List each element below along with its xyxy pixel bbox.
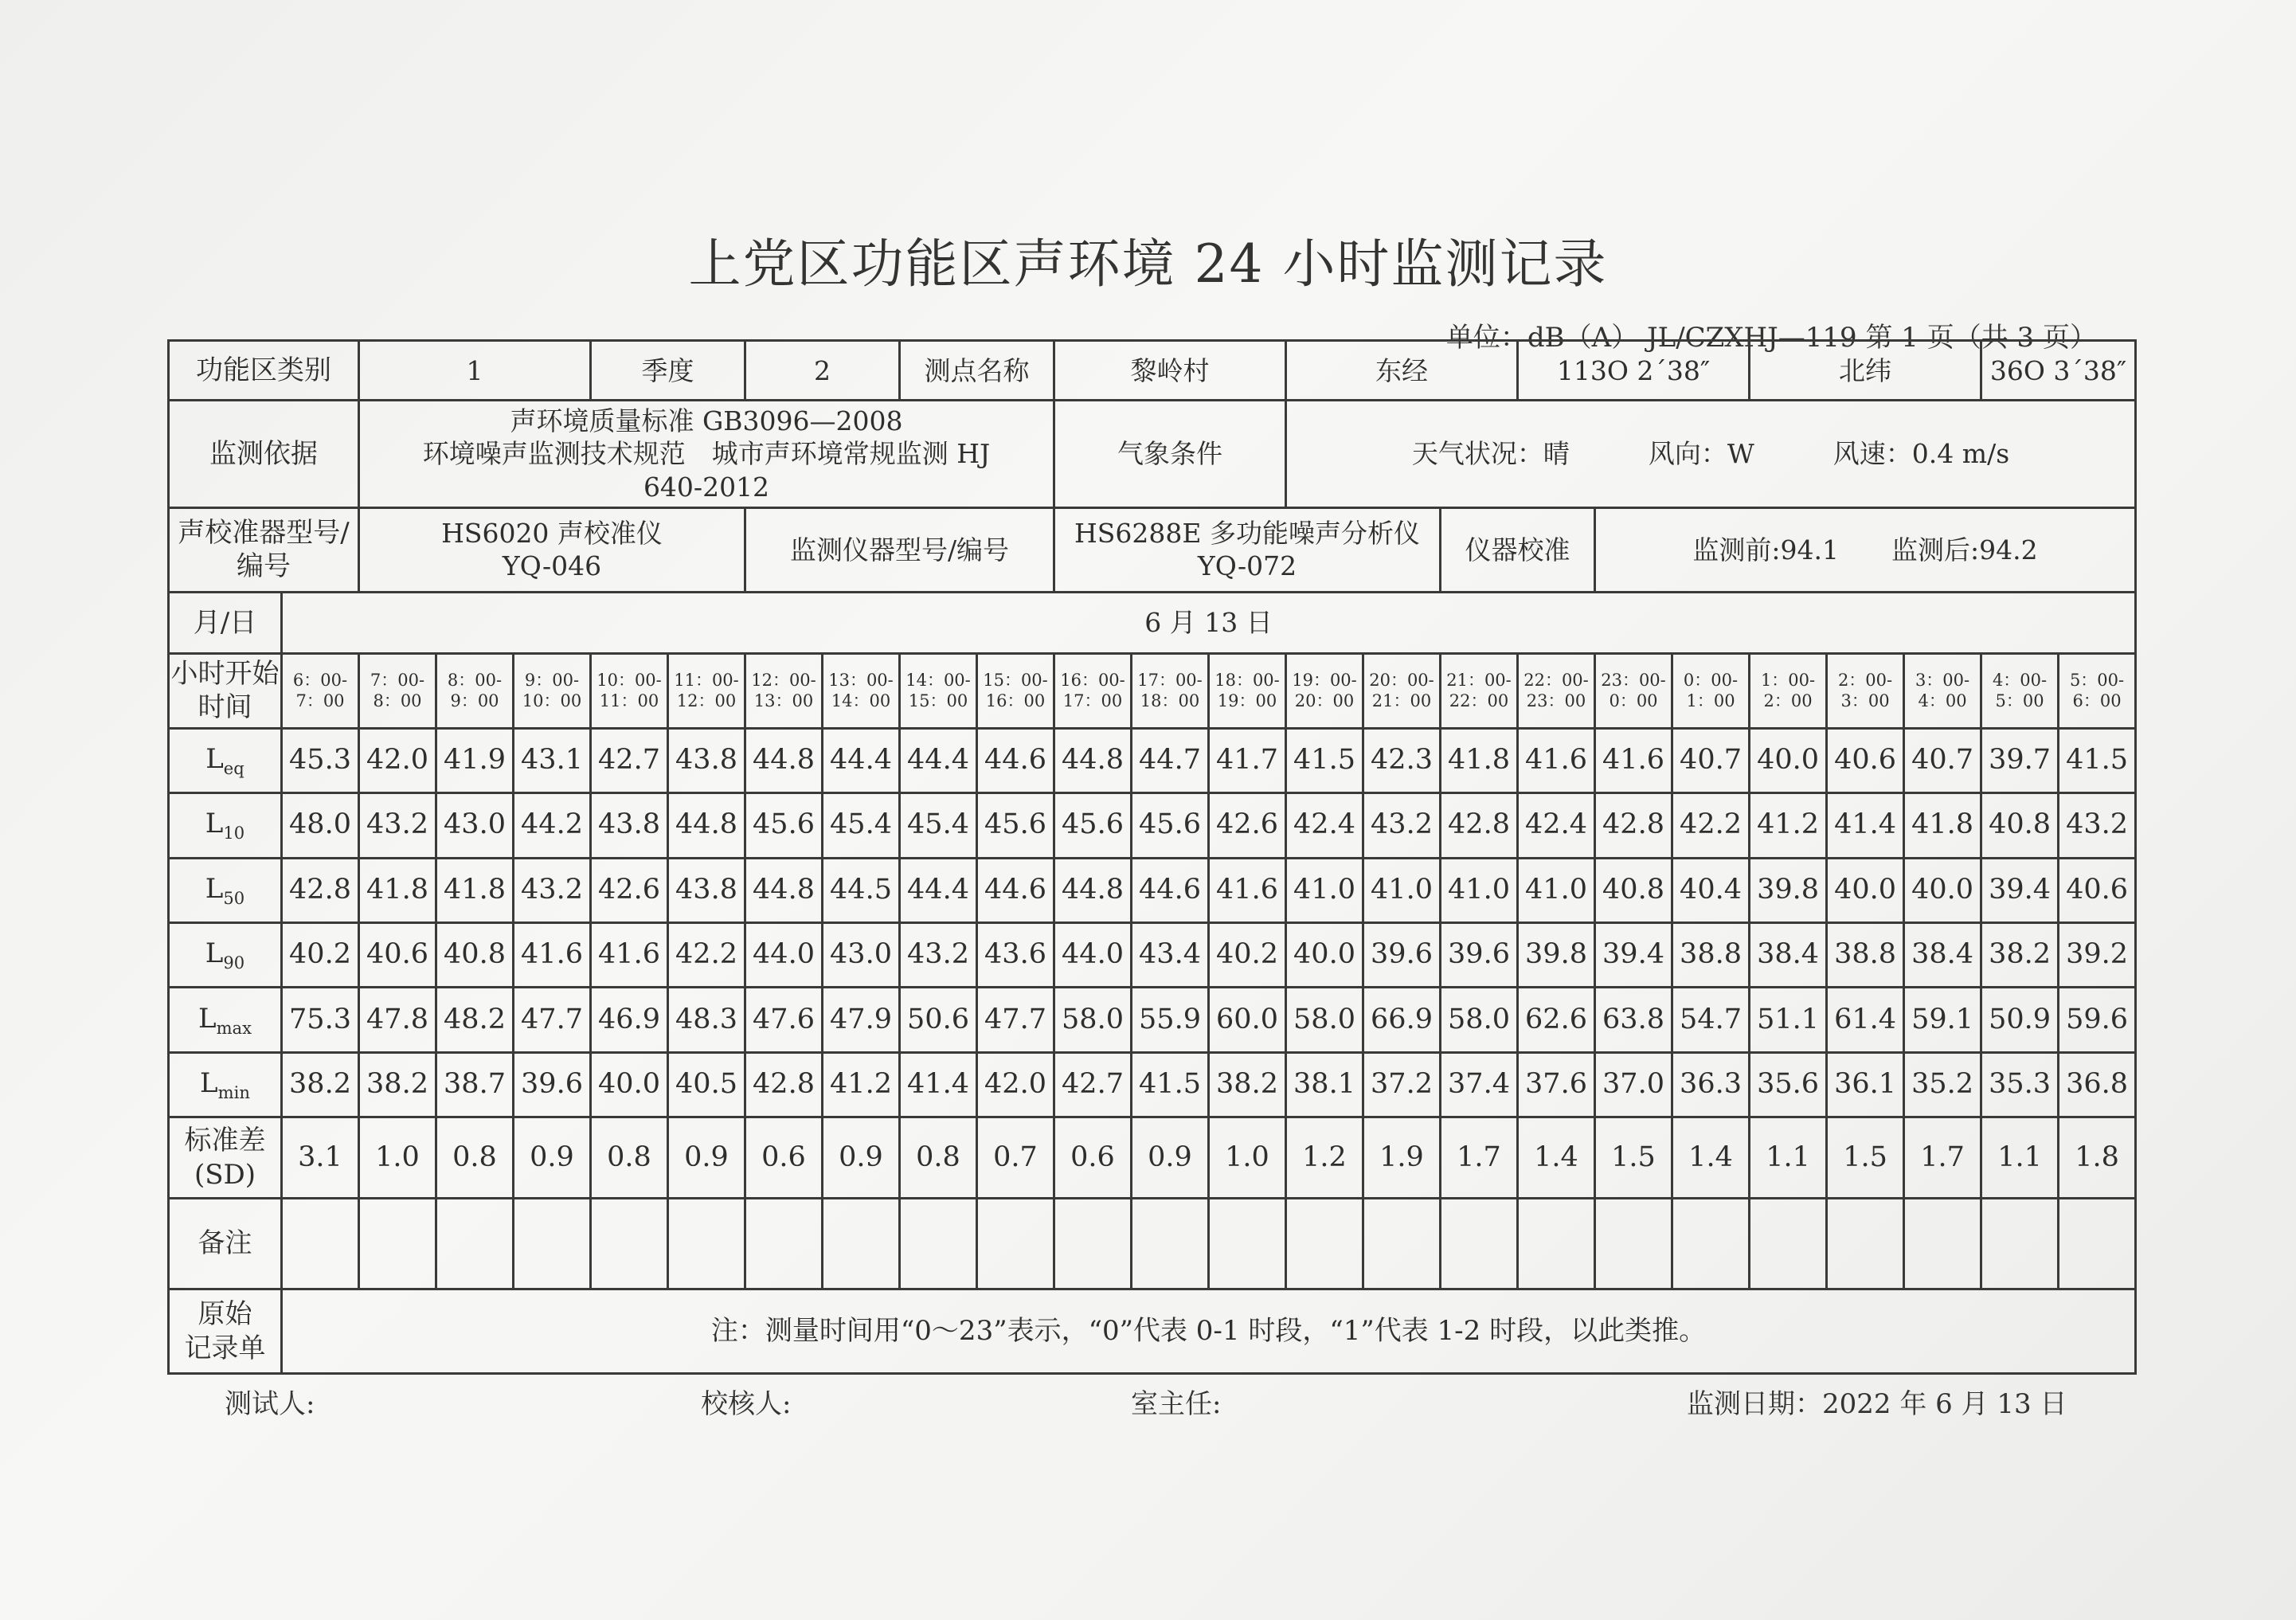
- measurement-value: 44.0: [1054, 922, 1132, 987]
- measurement-value: 43.6: [977, 922, 1054, 987]
- measurement-value: 39.6: [1363, 922, 1441, 987]
- longitude-value: 113O 2´38″: [1518, 341, 1750, 401]
- measurement-value: 38.4: [1750, 922, 1827, 987]
- measurement-value: 40.8: [1981, 793, 2059, 858]
- measurement-value: 44.6: [977, 728, 1054, 792]
- sd-value: 0.9: [668, 1117, 745, 1199]
- original-record-row: [169, 1289, 2136, 1374]
- measurement-value: 41.5: [1286, 728, 1363, 792]
- remarks-cell: [282, 1199, 359, 1289]
- measurement-value: 38.8: [1672, 922, 1750, 987]
- info-row-1: [169, 341, 2136, 401]
- basis-value: [359, 401, 1054, 507]
- measurement-value: 44.6: [1132, 858, 1209, 922]
- measurement-value: 36.8: [2059, 1052, 2136, 1117]
- measurement-value: 43.8: [668, 728, 745, 792]
- measurement-value: 41.6: [514, 922, 591, 987]
- measurement-value: 42.3: [1363, 728, 1441, 792]
- basis-line-1: 声环境质量标准 GB3096—2008: [510, 405, 903, 437]
- site-name-value: 黎岭村: [1054, 341, 1286, 401]
- measurement-value: 75.3: [282, 988, 359, 1052]
- sd-value: 1.5: [1827, 1117, 1904, 1199]
- latitude-label: 北纬: [1750, 341, 1981, 401]
- unit-and-page-line: 单位：dB（A） JL/CZXHJ—119 第 1 页（共 3 页）: [1445, 322, 2097, 354]
- measurement-value: 39.7: [1981, 728, 2059, 792]
- measurement-note: 注：测量时间用“0～23”表示，“0”代表 0-1 时段，“1”代表 1-2 时段，以此类推。: [282, 1289, 2136, 1374]
- tester-field: 测试人:: [225, 1388, 315, 1420]
- season-label: 季度: [591, 341, 745, 401]
- measurement-value: 47.7: [977, 988, 1054, 1052]
- measurement-value: 35.6: [1750, 1052, 1827, 1117]
- remarks-label: 备注: [169, 1199, 282, 1289]
- measurement-value: 39.6: [1441, 922, 1518, 987]
- measurement-rows: [169, 728, 2136, 1117]
- basis-line-3: 640-2012: [643, 471, 770, 503]
- measurement-value: 36.3: [1672, 1052, 1750, 1117]
- remarks-cell: [1595, 1199, 1672, 1289]
- remarks-cell: [1827, 1199, 1904, 1289]
- measurement-value: 40.7: [1904, 728, 1981, 792]
- remarks-cell: [1981, 1199, 2059, 1289]
- remarks-cell: [1441, 1199, 1518, 1289]
- measurement-value: 41.0: [1441, 858, 1518, 922]
- calibrator-id: YQ-046: [502, 550, 602, 582]
- measurement-value: 41.6: [1595, 728, 1672, 792]
- sd-value: 0.9: [514, 1117, 591, 1199]
- measurement-value: 47.8: [359, 988, 436, 1052]
- measurement-value: 44.8: [668, 793, 745, 858]
- hour-header: 13：00-14：00: [823, 653, 900, 728]
- measurement-value: 41.8: [436, 858, 514, 922]
- hour-header: 23：00-0：00: [1595, 653, 1672, 728]
- measurement-value: 50.6: [900, 988, 977, 1052]
- hour-header: 0：00-1：00: [1672, 653, 1750, 728]
- measurement-value: 42.8: [1441, 793, 1518, 858]
- calibrator-value: [359, 507, 745, 592]
- measurement-value: 42.8: [282, 858, 359, 922]
- measurement-label: [169, 988, 282, 1052]
- measurement-value: 41.5: [1132, 1052, 1209, 1117]
- measurement-value: 43.8: [668, 858, 745, 922]
- measurement-value: 42.2: [668, 922, 745, 987]
- measurement-label: [169, 858, 282, 922]
- measurement-row: [169, 793, 2136, 858]
- weather-value: 天气状况：晴 风向：W 风速：0.4 m/s: [1286, 401, 2136, 507]
- measurement-value: 59.6: [2059, 988, 2136, 1052]
- measurement-value: 39.8: [1750, 858, 1827, 922]
- measurement-symbol: L: [198, 1002, 217, 1035]
- zone-type-label: 功能区类别: [169, 341, 359, 401]
- hour-header: 7：00-8：00: [359, 653, 436, 728]
- measurement-value: 40.6: [1827, 728, 1904, 792]
- remarks-cell: [823, 1199, 900, 1289]
- measurement-value: 46.9: [591, 988, 668, 1052]
- remarks-cell: [1363, 1199, 1441, 1289]
- remarks-cell: [591, 1199, 668, 1289]
- sd-value: 0.8: [591, 1117, 668, 1199]
- measurement-value: 44.5: [823, 858, 900, 922]
- measurement-value: 47.6: [745, 988, 823, 1052]
- measurement-value: 40.0: [591, 1052, 668, 1117]
- date-row: [169, 592, 2136, 653]
- sd-label-line-2: (SD): [194, 1158, 256, 1191]
- measurement-value: 58.0: [1054, 988, 1132, 1052]
- measurement-value: 40.6: [359, 922, 436, 987]
- measurement-value: 38.4: [1904, 922, 1981, 987]
- measurement-value: 41.0: [1363, 858, 1441, 922]
- measurement-value: 41.8: [359, 858, 436, 922]
- measurement-value: 55.9: [1132, 988, 1209, 1052]
- measurement-value: 40.6: [2059, 858, 2136, 922]
- measurement-row: [169, 1052, 2136, 1117]
- hour-header: 16：00-17：00: [1054, 653, 1132, 728]
- measurement-value: 54.7: [1672, 988, 1750, 1052]
- sd-value: 1.7: [1441, 1117, 1518, 1199]
- measurement-value: 38.2: [1209, 1052, 1286, 1117]
- date-label: 月/日: [169, 592, 282, 653]
- basis-line-2: 环境噪声监测技术规范 城市声环境常规监测 HJ: [422, 438, 991, 470]
- measurement-row: [169, 988, 2136, 1052]
- remarks-cell: [1750, 1199, 1827, 1289]
- remarks-cell: [514, 1199, 591, 1289]
- original-label-line-2: 记录单: [184, 1332, 266, 1364]
- calibration-label: 仪器校准: [1441, 507, 1595, 592]
- measurement-symbol: L: [200, 1066, 218, 1099]
- hour-header: 8：00-9：00: [436, 653, 514, 728]
- measurement-value: 40.7: [1672, 728, 1750, 792]
- measurement-value: 39.8: [1518, 922, 1595, 987]
- measurement-value: 43.2: [514, 858, 591, 922]
- measurement-value: 44.8: [745, 728, 823, 792]
- measurement-value: 48.3: [668, 988, 745, 1052]
- instrument-id: YQ-072: [1197, 550, 1297, 582]
- measurement-value: 44.8: [1054, 728, 1132, 792]
- measurement-value: 41.7: [1209, 728, 1286, 792]
- measurement-value: 38.7: [436, 1052, 514, 1117]
- measurement-value: 58.0: [1441, 988, 1518, 1052]
- measurement-value: 48.2: [436, 988, 514, 1052]
- latitude-value: 36O 3´38″: [1981, 341, 2136, 401]
- measurement-value: 40.8: [436, 922, 514, 987]
- measurement-value: 42.6: [1209, 793, 1286, 858]
- measurement-subscript: eq: [223, 757, 244, 778]
- hours-label: 小时开始时间: [169, 653, 282, 728]
- measurement-subscript: max: [216, 1017, 252, 1038]
- sd-value: 1.2: [1286, 1117, 1363, 1199]
- measurement-value: 37.2: [1363, 1052, 1441, 1117]
- sd-value: 1.0: [359, 1117, 436, 1199]
- measurement-label: [169, 1052, 282, 1117]
- measurement-value: 44.0: [745, 922, 823, 987]
- instrument-label: 监测仪器型号/编号: [745, 507, 1054, 592]
- original-record-label: [169, 1289, 282, 1374]
- measurement-label: [169, 728, 282, 792]
- measurement-value: 38.2: [282, 1052, 359, 1117]
- measurement-value: 44.8: [1054, 858, 1132, 922]
- hour-header: 19：00-20：00: [1286, 653, 1363, 728]
- sd-value: 0.6: [1054, 1117, 1132, 1199]
- calibrator-label: 声校准器型号/编号: [169, 507, 359, 592]
- measurement-value: 43.2: [1363, 793, 1441, 858]
- measurement-value: 42.2: [1672, 793, 1750, 858]
- calibrator-model: HS6020 声校准仪: [441, 517, 663, 549]
- sd-value: 0.9: [823, 1117, 900, 1199]
- measurement-value: 45.6: [1132, 793, 1209, 858]
- measurement-value: 42.4: [1518, 793, 1595, 858]
- measurement-value: 35.3: [1981, 1052, 2059, 1117]
- measurement-value: 47.7: [514, 988, 591, 1052]
- measurement-value: 41.0: [1286, 858, 1363, 922]
- calibration-value: 监测前:94.1 监测后:94.2: [1595, 507, 2136, 592]
- remarks-cell: [1672, 1199, 1750, 1289]
- measurement-value: 48.0: [282, 793, 359, 858]
- hour-row: [169, 653, 2136, 728]
- measurement-value: 41.2: [823, 1052, 900, 1117]
- measurement-value: 37.6: [1518, 1052, 1595, 1117]
- measurement-value: 39.4: [1595, 922, 1672, 987]
- measurement-value: 40.5: [668, 1052, 745, 1117]
- measurement-subscript: min: [217, 1082, 250, 1102]
- measurement-value: 50.9: [1981, 988, 2059, 1052]
- sd-value: 1.9: [1363, 1117, 1441, 1199]
- measurement-symbol: L: [205, 808, 224, 840]
- measurement-value: 45.4: [823, 793, 900, 858]
- instrument-model: HS6288E 多功能噪声分析仪: [1074, 517, 1420, 549]
- remarks-cell: [900, 1199, 977, 1289]
- hour-header: 9：00-10：00: [514, 653, 591, 728]
- remarks-row: [169, 1199, 2136, 1289]
- hour-header: 18：00-19：00: [1209, 653, 1286, 728]
- info-row-3: [169, 507, 2136, 592]
- measurement-value: 42.6: [591, 858, 668, 922]
- instrument-value: [1054, 507, 1441, 592]
- original-label-line-1: 原始: [198, 1298, 252, 1331]
- zone-type-value: 1: [359, 341, 591, 401]
- season-value: 2: [745, 341, 900, 401]
- measurement-subscript: 50: [223, 887, 245, 908]
- sd-label: [169, 1117, 282, 1199]
- remarks-cell: [977, 1199, 1054, 1289]
- measurement-value: 37.4: [1441, 1052, 1518, 1117]
- measurement-row: [169, 922, 2136, 987]
- hour-header: 6：00-7：00: [282, 653, 359, 728]
- remarks-cell: [1518, 1199, 1595, 1289]
- measurement-value: 38.2: [1981, 922, 2059, 987]
- measurement-value: 41.8: [1441, 728, 1518, 792]
- hour-header: 20：00-21：00: [1363, 653, 1441, 728]
- measurement-value: 42.7: [1054, 1052, 1132, 1117]
- measurement-value: 43.8: [591, 793, 668, 858]
- sd-value: 1.4: [1672, 1117, 1750, 1199]
- weather-label: 气象条件: [1054, 401, 1286, 507]
- measurement-row: [169, 728, 2136, 792]
- remarks-cell: [359, 1199, 436, 1289]
- measurement-value: 41.8: [1904, 793, 1981, 858]
- measurement-value: 63.8: [1595, 988, 1672, 1052]
- sd-value: 0.8: [900, 1117, 977, 1199]
- measurement-value: 43.0: [436, 793, 514, 858]
- remarks-cell: [745, 1199, 823, 1289]
- measurement-value: 42.8: [1595, 793, 1672, 858]
- measurement-value: 44.7: [1132, 728, 1209, 792]
- measurement-value: 45.6: [977, 793, 1054, 858]
- sd-value: 1.7: [1904, 1117, 1981, 1199]
- sd-value: 0.6: [745, 1117, 823, 1199]
- sd-value: 1.1: [1750, 1117, 1827, 1199]
- info-row-2: [169, 401, 2136, 507]
- measurement-value: 38.8: [1827, 922, 1904, 987]
- director-field: 室主任:: [1131, 1388, 1222, 1420]
- measurement-label: [169, 793, 282, 858]
- measurement-value: 42.7: [591, 728, 668, 792]
- measurement-value: 40.0: [1286, 922, 1363, 987]
- measurement-value: 37.0: [1595, 1052, 1672, 1117]
- measurement-value: 66.9: [1363, 988, 1441, 1052]
- remarks-cell: [2059, 1199, 2136, 1289]
- hour-header: 2：00-3：00: [1827, 653, 1904, 728]
- measurement-value: 51.1: [1750, 988, 1827, 1052]
- measurement-value: 39.2: [2059, 922, 2136, 987]
- measurement-value: 43.2: [2059, 793, 2136, 858]
- sd-value: 1.5: [1595, 1117, 1672, 1199]
- measurement-value: 44.6: [977, 858, 1054, 922]
- measurement-value: 41.5: [2059, 728, 2136, 792]
- sd-row: [169, 1117, 2136, 1199]
- measurement-value: 41.6: [1209, 858, 1286, 922]
- hour-header: 22：00-23：00: [1518, 653, 1595, 728]
- measurement-value: 43.1: [514, 728, 591, 792]
- measurement-label: [169, 922, 282, 987]
- measurement-value: 59.1: [1904, 988, 1981, 1052]
- measurement-value: 44.4: [900, 728, 977, 792]
- hour-header: 5：00-6：00: [2059, 653, 2136, 728]
- measurement-value: 42.8: [745, 1052, 823, 1117]
- measurement-value: 39.4: [1981, 858, 2059, 922]
- measurement-value: 41.4: [1827, 793, 1904, 858]
- hour-header: 10：00-11：00: [591, 653, 668, 728]
- measurement-value: 44.4: [900, 858, 977, 922]
- measurement-value: 60.0: [1209, 988, 1286, 1052]
- remarks-cell: [1904, 1199, 1981, 1289]
- hour-header: 1：00-2：00: [1750, 653, 1827, 728]
- hour-header: 3：00-4：00: [1904, 653, 1981, 728]
- measurement-value: 58.0: [1286, 988, 1363, 1052]
- measurement-value: 40.0: [1904, 858, 1981, 922]
- hour-header: 21：00-22：00: [1441, 653, 1518, 728]
- measurement-value: 43.4: [1132, 922, 1209, 987]
- sd-value: 0.9: [1132, 1117, 1209, 1199]
- remarks-cell: [1286, 1199, 1363, 1289]
- measurement-subscript: 90: [223, 952, 245, 972]
- hour-header: 17：00-18：00: [1132, 653, 1209, 728]
- measurement-value: 45.4: [900, 793, 977, 858]
- measurement-value: 41.6: [1518, 728, 1595, 792]
- measurement-value: 41.2: [1750, 793, 1827, 858]
- hour-header: 14：00-15：00: [900, 653, 977, 728]
- measurement-value: 41.6: [591, 922, 668, 987]
- measurement-value: 61.4: [1827, 988, 1904, 1052]
- longitude-label: 东经: [1286, 341, 1518, 401]
- site-name-label: 测点名称: [900, 341, 1054, 401]
- sd-value: 1.0: [1209, 1117, 1286, 1199]
- measurement-value: 40.4: [1672, 858, 1750, 922]
- measurement-subscript: 10: [223, 823, 245, 843]
- measurement-value: 45.6: [1054, 793, 1132, 858]
- monitoring-record-table: [167, 339, 2137, 1375]
- measurement-value: 38.1: [1286, 1052, 1363, 1117]
- measurement-value: 40.0: [1827, 858, 1904, 922]
- remarks-cell: [1132, 1199, 1209, 1289]
- measurement-value: 62.6: [1518, 988, 1595, 1052]
- remarks-cell: [1209, 1199, 1286, 1289]
- date-value: 6 月 13 日: [282, 592, 2136, 653]
- remarks-cell: [436, 1199, 514, 1289]
- measurement-value: 45.3: [282, 728, 359, 792]
- checker-field: 校核人:: [701, 1388, 792, 1420]
- document-title: 上党区功能区声环境 24 小时监测记录: [688, 233, 1608, 295]
- measurement-value: 35.2: [1904, 1052, 1981, 1117]
- sd-value: 1.4: [1518, 1117, 1595, 1199]
- hour-header: 12：00-13：00: [745, 653, 823, 728]
- sd-value: 0.8: [436, 1117, 514, 1199]
- sd-value: 0.7: [977, 1117, 1054, 1199]
- hour-header: 11：00-12：00: [668, 653, 745, 728]
- measurement-value: 36.1: [1827, 1052, 1904, 1117]
- measurement-symbol: L: [205, 872, 224, 905]
- measurement-value: 40.0: [1750, 728, 1827, 792]
- measurement-value: 44.8: [745, 858, 823, 922]
- measurement-value: 41.0: [1518, 858, 1595, 922]
- measurement-value: 44.4: [823, 728, 900, 792]
- measurement-value: 43.2: [900, 922, 977, 987]
- sd-label-line-1: 标准差: [184, 1125, 266, 1157]
- measurement-value: 41.9: [436, 728, 514, 792]
- measurement-symbol: L: [205, 742, 224, 775]
- measurement-value: 43.2: [359, 793, 436, 858]
- measurement-value: 42.4: [1286, 793, 1363, 858]
- monitoring-date: 监测日期：2022 年 6 月 13 日: [1687, 1388, 2067, 1420]
- basis-label: 监测依据: [169, 401, 359, 507]
- measurement-value: 40.2: [1209, 922, 1286, 987]
- remarks-cell: [668, 1199, 745, 1289]
- measurement-value: 40.8: [1595, 858, 1672, 922]
- measurement-value: 42.0: [359, 728, 436, 792]
- measurement-value: 45.6: [745, 793, 823, 858]
- measurement-value: 40.2: [282, 922, 359, 987]
- hour-header: 15：00-16：00: [977, 653, 1054, 728]
- sd-value: 1.8: [2059, 1117, 2136, 1199]
- hour-header: 4：00-5：00: [1981, 653, 2059, 728]
- measurement-row: [169, 858, 2136, 922]
- sd-value: 1.1: [1981, 1117, 2059, 1199]
- measurement-symbol: L: [205, 937, 224, 970]
- measurement-value: 41.4: [900, 1052, 977, 1117]
- remarks-cell: [1054, 1199, 1132, 1289]
- measurement-value: 39.6: [514, 1052, 591, 1117]
- sd-value: 3.1: [282, 1117, 359, 1199]
- measurement-value: 47.9: [823, 988, 900, 1052]
- measurement-value: 42.0: [977, 1052, 1054, 1117]
- measurement-value: 44.2: [514, 793, 591, 858]
- measurement-value: 38.2: [359, 1052, 436, 1117]
- measurement-value: 43.0: [823, 922, 900, 987]
